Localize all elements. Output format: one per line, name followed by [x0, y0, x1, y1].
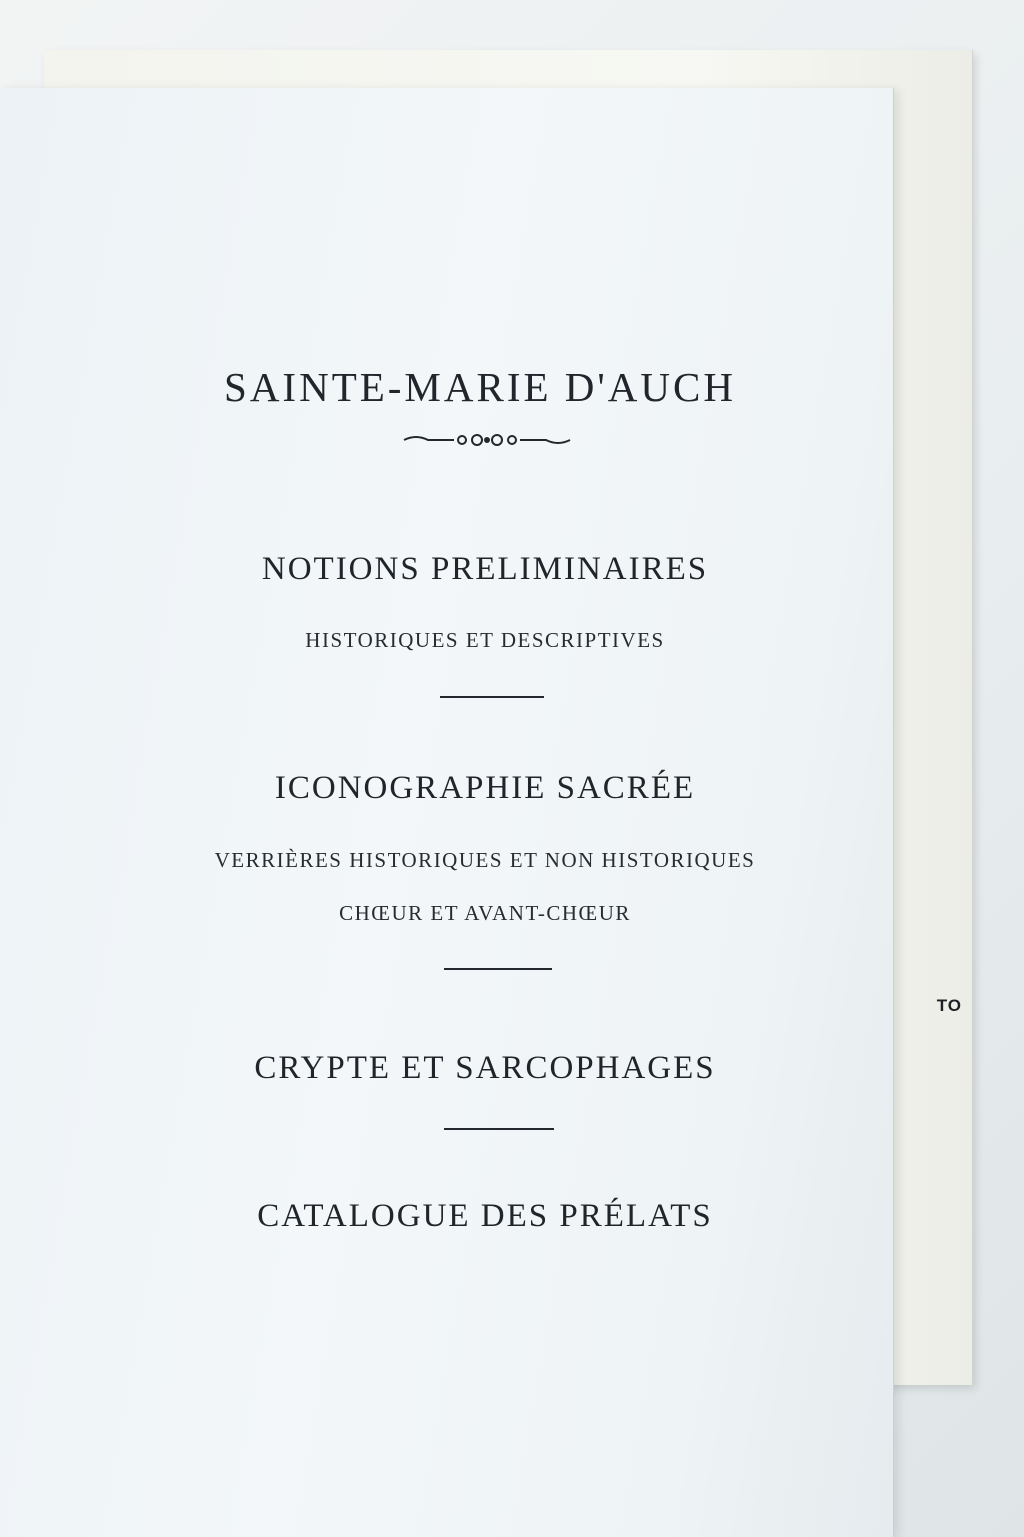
section-heading-notions: NOTIONS PRELIMINAIRES — [261, 551, 709, 587]
section-heading-crypte: CRYPTE ET SARCOPHAGES — [254, 1050, 716, 1086]
front-page — [0, 88, 894, 1537]
divider-rule — [440, 696, 544, 698]
section-subheading-historiques: HISTORIQUES ET DESCRIPTIVES — [305, 628, 665, 652]
section-heading-iconographie: ICONOGRAPHIE SACRÉE — [274, 770, 696, 806]
section-heading-catalogue: CATALOGUE DES PRÉLATS — [257, 1198, 713, 1234]
section-subheading-verrieres: VERRIÈRES HISTORIQUES ET NON HISTORIQUES — [214, 848, 756, 872]
section-subheading-choeur: CHŒUR ET AVANT-CHŒUR — [339, 901, 631, 925]
divider-rule — [444, 968, 552, 970]
page-title: SAINTE-MARIE D'AUCH — [224, 364, 736, 410]
ornament-divider-icon — [402, 430, 572, 450]
back-page-edge-text: TO — [936, 996, 962, 1015]
divider-rule — [444, 1128, 554, 1130]
